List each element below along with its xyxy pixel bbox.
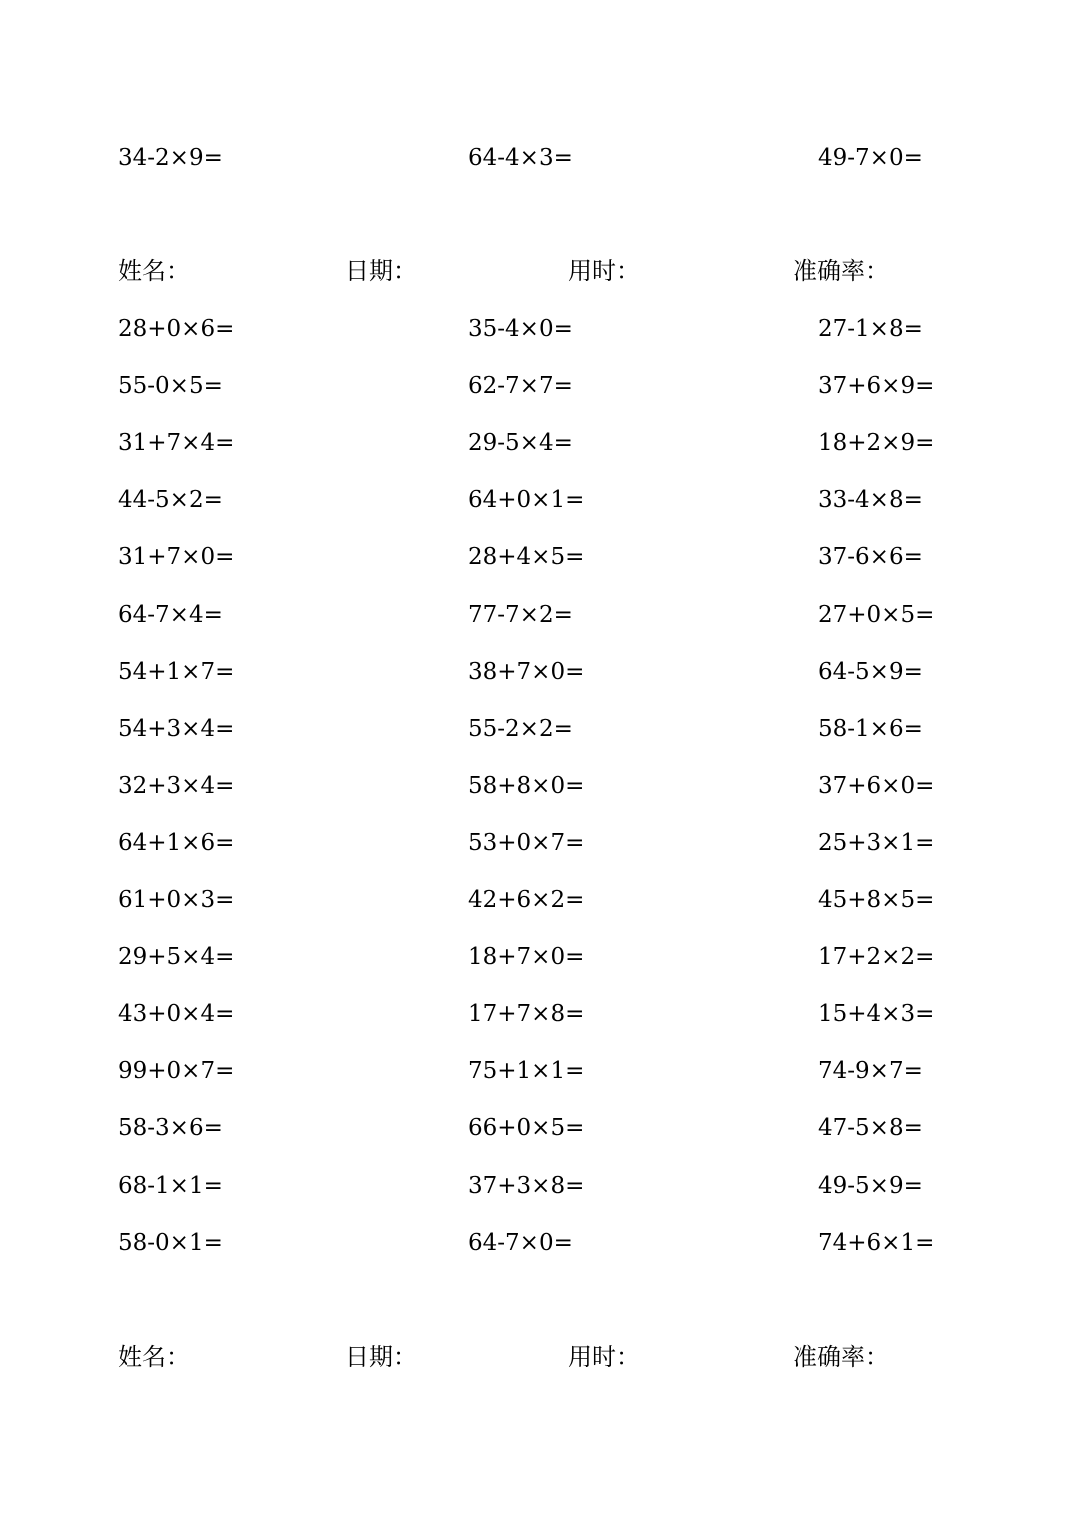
problem: 64-7×0= [468, 1229, 573, 1256]
problem: 31+7×0= [118, 544, 235, 571]
problem: 31+7×4= [118, 430, 235, 457]
date-label: 日期： [345, 257, 417, 285]
time-used-label: 用时： [568, 257, 640, 285]
problem: 28+0×6= [118, 316, 235, 342]
problem: 34-2×9= [118, 145, 223, 171]
problem: 64-4×3= [468, 145, 573, 171]
problem: 64-5×9= [818, 658, 923, 685]
problem: 77-7×2= [468, 601, 573, 628]
problem: 54+3×4= [118, 715, 235, 742]
problem: 35-4×0= [468, 316, 573, 342]
problem: 49-7×0= [818, 145, 923, 171]
problem: 37+3×8= [468, 1172, 585, 1199]
problem: 28+4×5= [468, 544, 585, 571]
problem: 27-1×8= [818, 316, 923, 342]
problem: 55-0×5= [118, 373, 223, 400]
problem: 58-1×6= [818, 715, 923, 742]
problem: 53+0×7= [468, 829, 585, 856]
problem: 64+0×1= [468, 487, 585, 514]
problem: 15+4×3= [818, 1001, 935, 1028]
accuracy-label: 准确率： [793, 257, 889, 285]
problem: 29+5×4= [118, 944, 235, 971]
problem: 25+3×1= [818, 829, 935, 856]
accuracy-label: 准确率： [793, 1343, 889, 1371]
problem: 45+8×5= [818, 887, 935, 913]
time-used-label: 用时： [568, 1343, 640, 1371]
problem: 17+7×8= [468, 1001, 585, 1028]
problem: 37+6×9= [818, 373, 935, 400]
problem: 61+0×3= [118, 887, 235, 913]
problem: 37+6×0= [818, 772, 935, 799]
problem: 74-9×7= [818, 1058, 923, 1085]
problem: 29-5×4= [468, 430, 573, 457]
problem: 68-1×1= [118, 1172, 223, 1199]
problem: 64-7×4= [118, 601, 223, 628]
problem: 75+1×1= [468, 1058, 585, 1085]
problem: 38+7×0= [468, 658, 585, 685]
problem: 44-5×2= [118, 487, 223, 514]
name-label: 姓名： [118, 1343, 190, 1371]
problem: 74+6×1= [818, 1229, 935, 1256]
date-label: 日期： [345, 1343, 417, 1371]
problem: 32+3×4= [118, 772, 235, 799]
problem: 58-0×1= [118, 1229, 223, 1256]
problem: 17+2×2= [818, 944, 935, 971]
problem: 43+0×4= [118, 1001, 235, 1028]
problem: 37-6×6= [818, 544, 923, 571]
problem: 55-2×2= [468, 715, 573, 742]
problem: 54+1×7= [118, 658, 235, 685]
problem: 66+0×5= [468, 1115, 585, 1142]
problem: 18+7×0= [468, 944, 585, 971]
problem: 49-5×9= [818, 1172, 923, 1199]
problem: 33-4×8= [818, 487, 923, 514]
problem: 58+8×0= [468, 772, 585, 799]
name-label: 姓名： [118, 257, 190, 285]
problem: 27+0×5= [818, 601, 935, 628]
problem: 42+6×2= [468, 887, 585, 913]
problem: 64+1×6= [118, 829, 235, 856]
problem: 62-7×7= [468, 373, 573, 400]
problem: 99+0×7= [118, 1058, 235, 1085]
problem: 18+2×9= [818, 430, 935, 457]
problem: 47-5×8= [818, 1115, 923, 1142]
problem: 58-3×6= [118, 1115, 223, 1142]
